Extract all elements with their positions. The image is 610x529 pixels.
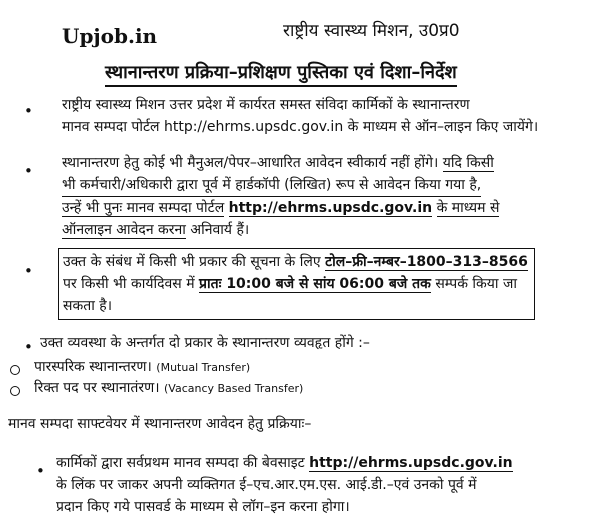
bullet-2-line-1b: यदि किसी: [442, 155, 494, 171]
bullet-dot: •: [24, 162, 33, 180]
section-2-bullet-1: [56, 452, 513, 518]
bullet-dot: •: [24, 338, 33, 356]
bullet-1-line-2: मानव सम्पदा पोर्टल http://ehrms.upsdc.gov.in के माध्यम से ऑन–लाइन किए जायेंगे।: [62, 119, 539, 135]
page-title: स्थानान्तरण प्रक्रिया–प्रशिक्षण पुस्तिका एवं दिशा–निर्देश: [105, 60, 457, 87]
bullet-3-line-3: सकता है।: [63, 298, 113, 314]
bullet-3-box: [58, 248, 535, 320]
bullet-dot: •: [24, 262, 33, 280]
bullet-4-line-1: उक्त व्यवस्था के अन्तर्गत दो प्रकार के स्थानान्तरण व्यवहृत होंगे :–: [40, 335, 370, 351]
section-2-url[interactable]: http://ehrms.upsdc.gov.in: [309, 455, 513, 471]
sub-bullet-2-hi: रिक्त पद पर स्थानातंरण।: [34, 380, 160, 396]
bullet-2-line-4a: ऑनलाइन आवेदन करना: [62, 222, 186, 238]
bullet-3-line-2c: सम्पर्क किया जा: [435, 276, 518, 292]
section-2-line-3: प्रदान किए गये पासवर्ड के माध्यम से लॉग–इन करना होगा।: [56, 499, 350, 515]
sub-bullet-circle: [10, 386, 20, 396]
sub-bullet-1: [34, 356, 250, 379]
sub-bullet-2: [34, 377, 303, 400]
sub-bullet-1-hi: पारस्परिक स्थानान्तरण।: [34, 359, 152, 375]
sub-bullet-2-en: (Vacancy Based Transfer): [163, 382, 304, 395]
bullet-2-line-1a: स्थानान्तरण हेतु कोई भी मैनुअल/पेपर–आधारित आवेदन स्वीकार्य नहीं होंगे।: [62, 155, 439, 171]
section-heading: मानव सम्पदा साफ्टवेयर में स्थानान्तरण आवेदन हेतु प्रक्रियाः–: [8, 416, 312, 432]
bullet-dot: •: [24, 102, 33, 120]
bullet-2-line-4b: अनिवार्य हैं।: [190, 222, 250, 238]
sub-bullet-1-en: (Mutual Transfer): [156, 361, 251, 374]
sub-bullet-circle: [10, 365, 20, 375]
bullet-1-line-1: राष्ट्रीय स्वास्थ्य मिशन उत्तर प्रदेश में कार्यरत समस्त संविदा कार्मिकों के स्थानान्तरण: [62, 97, 470, 113]
section-2-line-2: के लिंक पर जाकर अपनी व्यक्तिगत ई–एच.आर.एम.एस. आई.डी.–एवं उनको पूर्व में: [56, 477, 477, 493]
bullet-2-line-3b: के माध्यम से: [436, 200, 500, 216]
bullet-1: [62, 94, 538, 138]
bullet-2: [62, 152, 499, 241]
section-2-line-1a: कार्मिकों द्वारा सर्वप्रथम मानव सम्पदा की बेवसाइट: [56, 455, 305, 471]
bullet-2-line-2: भी कर्मचारी/अधिकारी द्वारा पूर्व में हार्डकॉपी (लिखित) रूप से आवेदन किया गया है,: [62, 174, 481, 197]
toll-free-number: टोल–फ्री–नम्बर–1800–313–8566: [325, 254, 528, 270]
bullet-2-line-3a: उन्हें भी पुनः मानव सम्पदा पोर्टल: [62, 200, 225, 216]
bullet-3-line-2a: पर किसी भी कार्यदिवस में: [63, 276, 195, 292]
bullet-3-line-1a: उक्त के संबंध में किसी भी प्रकार की सूचना के लिए: [63, 254, 321, 270]
mission-name: राष्ट्रीय स्वास्थ्य मिशन, उ0प्र0: [283, 21, 460, 41]
bullet-dot: •: [36, 462, 45, 480]
site-name: Upjob.in: [62, 24, 158, 48]
contact-hours: प्रातः 10:00 बजे से सांय 06:00 बजे तक: [199, 276, 431, 292]
bullet-2-url[interactable]: http://ehrms.upsdc.gov.in: [228, 200, 433, 216]
